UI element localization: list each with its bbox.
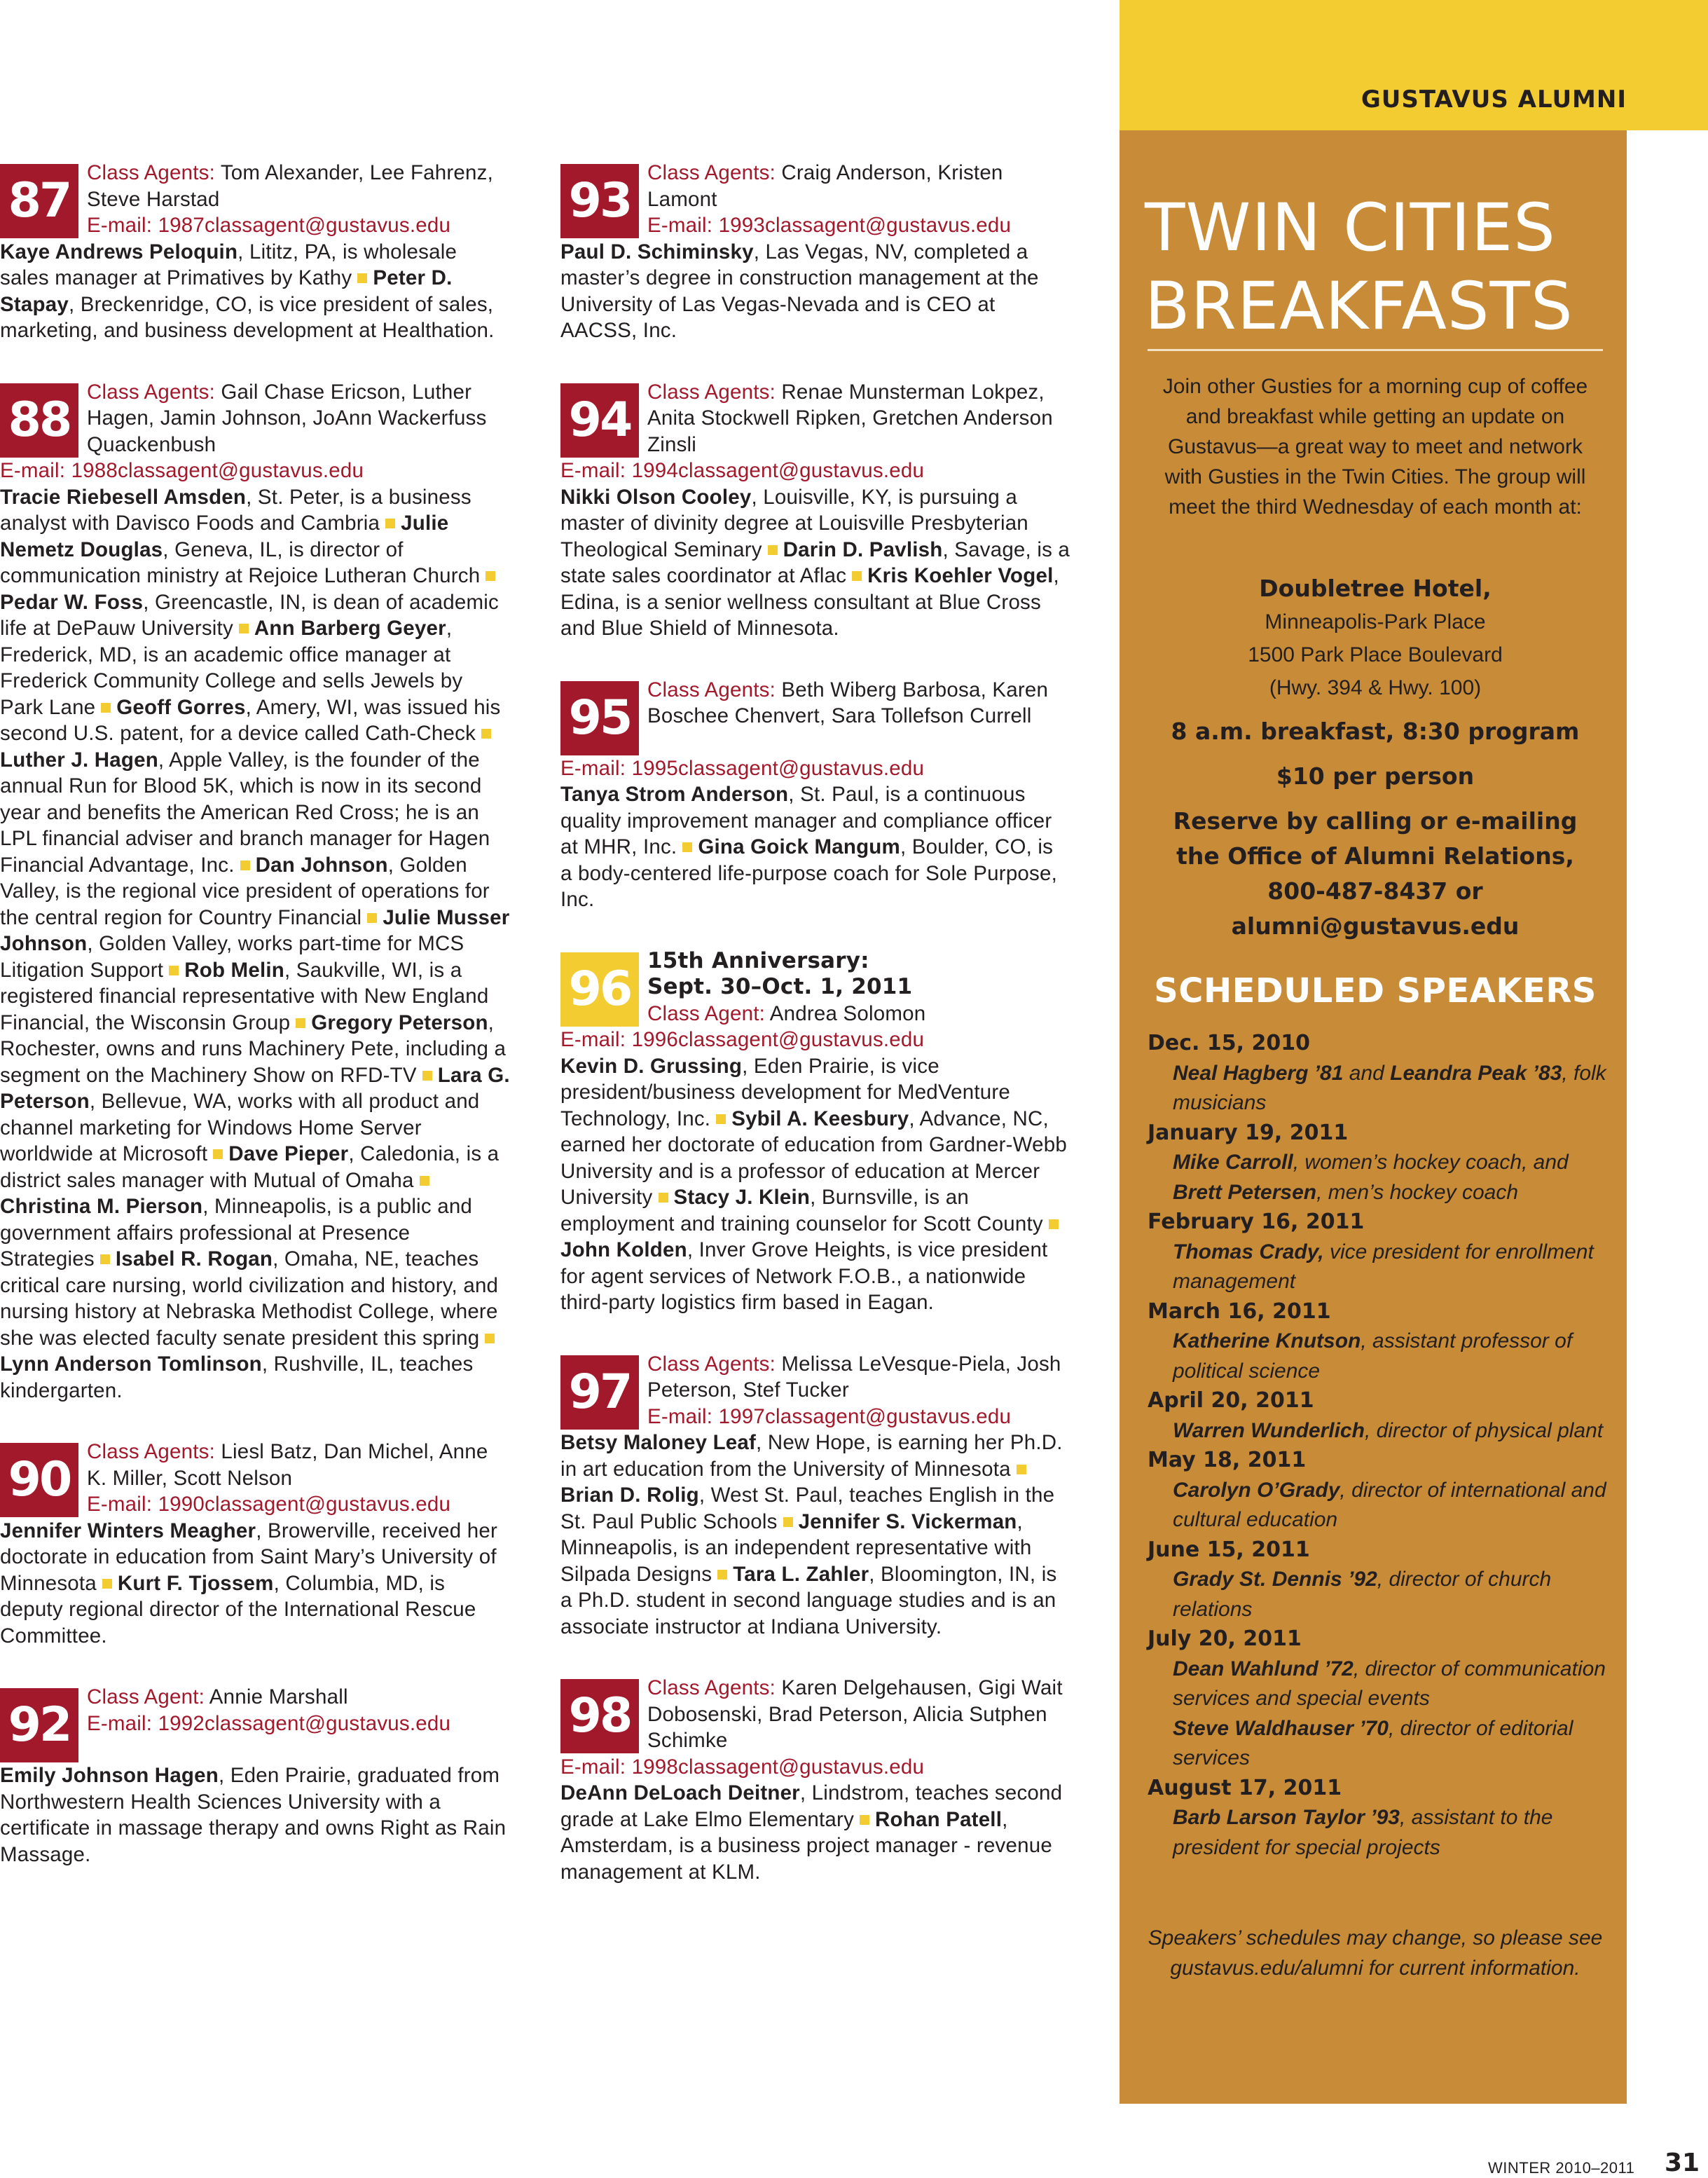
class-agent-email[interactable]: E-mail: 1990classagent@gustavus.edu bbox=[87, 1493, 451, 1516]
note-text: , Inver Grove Heights, is vice president for agent services of Network F.O.B., a nationwide third-party logistics firm based in Eagan. bbox=[560, 1238, 1048, 1314]
speaker-name: Warren Wunderlich bbox=[1173, 1418, 1365, 1442]
note-text: , Columbia, MD, is deputy regional director of the International Rescue Committee. bbox=[0, 1571, 476, 1648]
note-text: , Savage, is a state sales coordinator at Aflac bbox=[560, 537, 1070, 587]
class-header bbox=[560, 948, 1070, 1027]
speaker-entry bbox=[1148, 1327, 1610, 1386]
speaker-date: April 20, 2011 bbox=[1148, 1388, 1314, 1413]
reserve-line: the Office of Alumni Relations, bbox=[1176, 842, 1574, 870]
class-agents-label: Class Agents: bbox=[87, 1440, 215, 1463]
class-header bbox=[0, 160, 510, 239]
class-year-badge: 92 bbox=[0, 1688, 78, 1762]
speaker-role: vice president for enrollment management bbox=[1173, 1240, 1594, 1293]
separator-square bbox=[101, 703, 111, 713]
separator-square bbox=[239, 624, 249, 633]
alumnus-name: Dan Johnson bbox=[255, 853, 388, 877]
speaker-entry bbox=[1148, 1476, 1610, 1535]
speaker-name: Steve Waldhauser ’70 bbox=[1173, 1716, 1389, 1740]
class-year-badge: 98 bbox=[560, 1679, 639, 1753]
note-text: , Bloomington, IN, is a Ph.D. student in second language studies and is an associate instructor at Indiana University. bbox=[560, 1562, 1057, 1638]
separator-square bbox=[860, 1815, 869, 1825]
note-text: , Lititz, PA, is wholesale sales manager at Primatives by Kathy bbox=[0, 240, 457, 289]
speaker-name: Grady St. Dennis ’92 bbox=[1173, 1568, 1377, 1591]
class-agents bbox=[87, 160, 510, 212]
speaker-name: Barb Larson Taylor ’93 bbox=[1173, 1806, 1400, 1829]
alumnus-name: Lynn Anderson Tomlinson bbox=[0, 1352, 262, 1376]
class-header-lines bbox=[647, 160, 1070, 239]
class-agent-email[interactable]: E-mail: 1994classagent@gustavus.edu bbox=[560, 459, 925, 482]
class-header-lines bbox=[647, 379, 1070, 458]
note-text: , Golden Valley, is the regional vice president of operations for the central region for Country Financial bbox=[0, 853, 490, 929]
alumnus-name: Christina M. Pierson bbox=[0, 1195, 203, 1218]
reserve-phone: 800-487-8437 or bbox=[1267, 877, 1483, 905]
class-header bbox=[0, 1439, 510, 1518]
speaker-entry bbox=[1148, 1714, 1610, 1774]
class-agents-label: Class Agents: bbox=[647, 161, 776, 184]
class-header bbox=[560, 1675, 1070, 1754]
class-entry-98 bbox=[560, 1675, 1070, 1885]
alumnus-name: Kaye Andrews Peloquin bbox=[0, 240, 238, 263]
class-note-text bbox=[0, 239, 510, 344]
note-text: , Las Vegas, NV, completed a master’s degree in construction management at the University of Las Vegas-Nevada and is CEO at AACSS, Inc. bbox=[560, 240, 1039, 342]
separator-square bbox=[768, 545, 778, 555]
event-price: $10 per person bbox=[1276, 762, 1475, 790]
speaker-role: , assistant professor of political science bbox=[1173, 1329, 1573, 1383]
separator-square bbox=[240, 861, 250, 870]
separator-square bbox=[485, 1334, 495, 1343]
note-text: , Lindstrom, teaches second grade at Lake Elmo Elementary bbox=[560, 1781, 1063, 1831]
note-text: , Geneva, IL, is director of communication ministry at Rejoice Lutheran Church bbox=[0, 537, 481, 587]
note-text: , Burnsville, is an employment and training counselor for Scott County bbox=[560, 1186, 1043, 1235]
class-agents-names: Andrea Solomon bbox=[765, 1001, 926, 1025]
class-agents-label: Class Agents: bbox=[87, 161, 215, 184]
class-entry-87 bbox=[0, 160, 510, 344]
class-agent-email[interactable]: E-mail: 1987classagent@gustavus.edu bbox=[87, 214, 451, 237]
note-text: , Edina, is a senior wellness consultant at Blue Cross and Blue Shield of Minnesota. bbox=[560, 564, 1059, 640]
alumnus-name: Luther J. Hagen bbox=[0, 748, 158, 772]
speaker-entry bbox=[1148, 1655, 1610, 1714]
note-text: , Boulder, CO, is a body-centered life-purpose coach for Sole Purpose, Inc. bbox=[560, 835, 1057, 911]
alumnus-name: Rohan Patell bbox=[875, 1807, 1003, 1831]
alumnus-name: Julie Musser Johnson bbox=[0, 905, 510, 955]
alumnus-name: Betsy Maloney Leaf bbox=[560, 1431, 757, 1454]
alumnus-name: Tracie Riebesell Amsden bbox=[0, 485, 247, 509]
note-text: , St. Paul, is a continuous quality improvement manager and compliance officer at MHR, Inc. bbox=[560, 783, 1052, 858]
class-entry-96 bbox=[560, 948, 1070, 1316]
anniversary-dates: Sept. 30–Oct. 1, 2011 bbox=[647, 974, 913, 999]
speaker-name: Leandra Peak ’83 bbox=[1390, 1061, 1562, 1085]
class-header-lines bbox=[647, 1675, 1070, 1754]
reserve-line: Reserve by calling or e-mailing bbox=[1173, 807, 1578, 835]
separator-square bbox=[102, 1579, 112, 1589]
class-agent-email[interactable]: E-mail: 1993classagent@gustavus.edu bbox=[647, 214, 1012, 237]
alumnus-name: Isabel R. Rogan bbox=[115, 1247, 273, 1270]
alumnus-name: Darin D. Pavlish bbox=[783, 537, 943, 561]
note-text: , Minneapolis, is an independent representative with Silpada Designs bbox=[560, 1509, 1032, 1586]
page-number: 31 bbox=[1665, 2149, 1700, 2177]
note-text: , Advance, NC, earned her doctorate of education from Gardner-Webb University and is a professor of education at Mercer University bbox=[560, 1107, 1067, 1209]
speaker-connector: and bbox=[1343, 1061, 1391, 1085]
speaker-name: Mike Carroll bbox=[1173, 1151, 1293, 1174]
alumnus-name: Paul D. Schiminsky bbox=[560, 240, 754, 263]
speaker-date: June 15, 2011 bbox=[1148, 1537, 1310, 1562]
event-schedule: 8 a.m. breakfast, 8:30 program bbox=[1171, 718, 1580, 745]
separator-square bbox=[485, 571, 495, 581]
speaker-role: , men’s hockey coach bbox=[1316, 1180, 1519, 1204]
class-agents-label: Class Agents: bbox=[647, 1676, 776, 1699]
class-agents bbox=[647, 160, 1070, 212]
alumnus-name: John Kolden bbox=[560, 1238, 687, 1261]
note-text: , Golden Valley, works part-time for MCS Litigation Support bbox=[0, 932, 464, 982]
class-agents-label: Class Agents: bbox=[647, 380, 776, 404]
class-header-lines bbox=[647, 677, 1070, 730]
speaker-role: , director of physical plant bbox=[1364, 1418, 1604, 1442]
class-agents-label: Class Agents: bbox=[647, 678, 776, 701]
speaker-date: January 19, 2011 bbox=[1148, 1120, 1349, 1145]
class-agents-names: Gail Chase Ericson, Luther Hagen, Jamin Johnson, JoAnn Wackerfuss Quackenbush bbox=[87, 380, 487, 456]
class-agent-email[interactable]: E-mail: 1998classagent@gustavus.edu bbox=[560, 1755, 925, 1779]
class-year-badge: 95 bbox=[560, 681, 639, 755]
note-text: , Rushville, IL, teaches kindergarten. bbox=[0, 1352, 474, 1402]
alumnus-name: Emily Johnson Hagen bbox=[0, 1764, 219, 1787]
class-agents bbox=[87, 379, 510, 458]
class-agents-label: Class Agents: bbox=[647, 1352, 776, 1376]
class-agents-names: Beth Wiberg Barbosa, Karen Boschee Chenvert, Sara Tollefson Currell bbox=[647, 678, 1049, 727]
separator-square bbox=[783, 1517, 793, 1527]
class-agents-names: Renae Munsterman Lokpez, Anita Stockwell Ripken, Gretchen Anderson Zinsli bbox=[647, 380, 1053, 456]
class-year-badge: 88 bbox=[0, 383, 78, 458]
speaker-date: August 17, 2011 bbox=[1148, 1775, 1342, 1800]
speaker-date: February 16, 2011 bbox=[1148, 1210, 1365, 1234]
speaker-entry bbox=[1148, 1178, 1610, 1208]
class-agents bbox=[647, 1001, 1070, 1027]
class-header-lines bbox=[87, 1684, 510, 1737]
venue-name: Doubletree Hotel, bbox=[1259, 575, 1492, 602]
class-header-lines bbox=[87, 379, 510, 458]
speaker-name: Katherine Knutson bbox=[1173, 1329, 1361, 1352]
class-year-badge: 96 bbox=[560, 952, 639, 1027]
class-agents bbox=[87, 1684, 510, 1711]
alumnus-name: Stacy J. Klein bbox=[673, 1186, 811, 1209]
note-text: , Minneapolis, is a public and government affairs professional at Presence Strategies bbox=[0, 1195, 473, 1270]
alumnus-name: Rob Melin bbox=[184, 958, 284, 982]
note-text: , Frederick, MD, is an academic office manager at Frederick Community College and sells Jewels by Park Lane bbox=[0, 617, 463, 719]
sidebar-intro: Join other Gusties for a morning cup of coffee and breakfast while getting an update on Gustavus—a great way to meet and network with Gusties in the Twin Cities. The group will meet the third Wednesday of each month at: bbox=[1162, 375, 1588, 519]
class-agent-email[interactable]: E-mail: 1996classagent@gustavus.edu bbox=[560, 1028, 925, 1051]
note-text: , Amery, WI, was issued his second U.S. patent, for a device called Cath-Check bbox=[0, 695, 501, 745]
alumnus-name: Kevin D. Grussing bbox=[560, 1054, 743, 1078]
alumnus-name: Nikki Olson Cooley bbox=[560, 485, 752, 509]
class-note-text bbox=[0, 1762, 510, 1868]
section-label: GUSTAVUS ALUMNI bbox=[1361, 85, 1627, 114]
class-header bbox=[560, 677, 1070, 755]
separator-square bbox=[716, 1114, 726, 1124]
separator-square bbox=[100, 1254, 110, 1264]
class-entry-92 bbox=[0, 1684, 510, 1868]
twin-cities-breakfasts-panel bbox=[1120, 130, 1627, 2104]
alumnus-name: Tanya Strom Anderson bbox=[560, 783, 789, 806]
class-header bbox=[560, 160, 1070, 239]
speaker-date: Dec. 15, 2010 bbox=[1148, 1031, 1310, 1055]
issue-label: WINTER 2010–2011 bbox=[1488, 2159, 1635, 2177]
note-text: , Apple Valley, is the founder of the annual Run for Blood 5K, which is now in its second year and benefits the American Red Cross; he is an LPL financial adviser and branch manager for Hagen Financial Advantage, Inc. bbox=[0, 748, 490, 877]
alumnus-name: Kurt F. Tjossem bbox=[117, 1571, 274, 1595]
class-note-text bbox=[560, 484, 1070, 642]
alumnus-name: Jennifer Winters Meagher bbox=[0, 1519, 256, 1542]
separator-square bbox=[1017, 1465, 1026, 1474]
note-text: , Amsterdam, is a business project manager - revenue management at KLM. bbox=[560, 1807, 1052, 1884]
speakers-note: Speakers’ schedules may change, so please see gustavus.edu/alumni for current information. bbox=[1148, 1926, 1603, 1980]
class-header-lines bbox=[87, 160, 510, 239]
class-header-lines bbox=[647, 1351, 1070, 1430]
speaker-role: , director of international and cultural education bbox=[1173, 1478, 1606, 1531]
speaker-entry bbox=[1148, 1148, 1610, 1178]
alumnus-name: Ann Barberg Geyer bbox=[254, 617, 446, 640]
class-agent-email[interactable]: E-mail: 1995classagent@gustavus.edu bbox=[560, 756, 925, 780]
class-agent-email[interactable]: E-mail: 1997classagent@gustavus.edu bbox=[647, 1404, 1012, 1428]
class-year-badge: 93 bbox=[560, 164, 639, 238]
class-note-text bbox=[560, 1053, 1070, 1316]
venue-address: 1500 Park Place Boulevard bbox=[1248, 643, 1503, 666]
speaker-name: Brett Petersen bbox=[1173, 1180, 1317, 1204]
note-text: , Louisville, KY, is pursuing a master of divinity degree at Louisville Presbyterian Theological Seminary bbox=[560, 485, 1028, 561]
speaker-date: May 18, 2011 bbox=[1148, 1448, 1307, 1472]
class-year-badge: 90 bbox=[0, 1443, 78, 1517]
speaker-entry bbox=[1148, 1238, 1610, 1297]
speaker-name: Carolyn O’Grady bbox=[1173, 1478, 1340, 1502]
alumnus-name: Sybil A. Keesbury bbox=[731, 1107, 909, 1130]
alumnus-name: Dave Pieper bbox=[228, 1142, 349, 1165]
alumnus-name: Pedar W. Foss bbox=[0, 590, 144, 614]
class-agents-names: Craig Anderson, Kristen Lamont bbox=[647, 161, 1003, 211]
separator-square bbox=[367, 913, 377, 923]
alumnus-name: Gregory Peterson bbox=[311, 1011, 488, 1034]
speaker-name: Dean Wahlund ’72 bbox=[1173, 1657, 1354, 1680]
class-note-text bbox=[560, 239, 1070, 344]
alumnus-name: Gina Goick Mangum bbox=[698, 835, 900, 858]
class-agents-names: Annie Marshall bbox=[205, 1685, 348, 1708]
class-agents-label: Class Agent: bbox=[647, 1001, 766, 1025]
separator-square bbox=[682, 842, 692, 852]
note-text: , Rochester, owns and runs Machinery Pete, including a segment on the Machinery Show on RFD-TV bbox=[0, 1011, 507, 1087]
sidebar-title-line2: BREAKFASTS bbox=[1145, 268, 1573, 345]
class-agents bbox=[87, 1439, 510, 1491]
alumnus-name: Julie Nemetz Douglas bbox=[0, 512, 449, 561]
alumnus-name: DeAnn DeLoach Deitner bbox=[560, 1781, 800, 1804]
speaker-date: March 16, 2011 bbox=[1148, 1299, 1331, 1324]
class-header bbox=[0, 1684, 510, 1762]
sidebar-title-line1: TWIN CITIES bbox=[1145, 190, 1556, 266]
alumnus-name: Geoff Gorres bbox=[116, 695, 246, 719]
speakers-list bbox=[1148, 1029, 1610, 1863]
speaker-name: Neal Hagberg ’81 bbox=[1173, 1061, 1344, 1085]
separator-square bbox=[422, 1071, 432, 1081]
class-note-text bbox=[560, 1780, 1070, 1885]
class-entry-93 bbox=[560, 160, 1070, 344]
class-agent-email[interactable]: E-mail: 1988classagent@gustavus.edu bbox=[0, 459, 364, 482]
class-entry-97 bbox=[560, 1351, 1070, 1641]
sidebar-title bbox=[1145, 189, 1607, 346]
class-agents-names: Karen Delgehausen, Gigi Wait Dobosenski, Brad Peterson, Alicia Sutphen Schimke bbox=[647, 1676, 1063, 1752]
note-text: , West St. Paul, teaches English in the St. Paul Public Schools bbox=[560, 1484, 1055, 1533]
class-note-text bbox=[0, 1518, 510, 1650]
speaker-role: , director of editorial services bbox=[1173, 1716, 1573, 1769]
alumnus-name: Jennifer S. Vickerman bbox=[798, 1509, 1017, 1533]
speaker-role: , director of church relations bbox=[1173, 1568, 1552, 1621]
speaker-name: Thomas Crady, bbox=[1173, 1240, 1324, 1263]
class-agents bbox=[647, 1675, 1070, 1754]
note-text: , Saukville, WI, is a registered financial representative with New England Financial, the Wisconsin Group bbox=[0, 958, 489, 1034]
speaker-role: , folk musicians bbox=[1173, 1061, 1606, 1114]
separator-square bbox=[659, 1193, 668, 1203]
speaker-entry bbox=[1148, 1565, 1610, 1624]
class-entry-95 bbox=[560, 677, 1070, 913]
speaker-date: July 20, 2011 bbox=[1148, 1626, 1302, 1651]
separator-square bbox=[385, 519, 395, 528]
separator-square bbox=[296, 1018, 305, 1028]
separator-square bbox=[213, 1149, 223, 1159]
speaker-role: , women’s hockey coach, and bbox=[1293, 1151, 1569, 1174]
note-text: , Bellevue, WA, works with all product and channel marketing for Windows Home Server worldwide at Microsoft bbox=[0, 1090, 480, 1165]
venue-line: Minneapolis-Park Place bbox=[1265, 610, 1486, 633]
class-agents bbox=[647, 677, 1070, 730]
class-agents-label: Class Agent: bbox=[87, 1685, 205, 1708]
class-year-badge: 87 bbox=[0, 164, 78, 238]
alumnus-name: Tara L. Zahler bbox=[733, 1562, 869, 1586]
title-divider bbox=[1148, 349, 1603, 351]
speaker-role: , assistant to the president for special projects bbox=[1173, 1806, 1553, 1859]
class-header-lines bbox=[647, 948, 1070, 1027]
alumnus-name: Kris Koehler Vogel bbox=[867, 564, 1054, 587]
class-header-lines bbox=[87, 1439, 510, 1518]
note-text: , Greencastle, IN, is dean of academic life at DePauw University bbox=[0, 590, 499, 640]
separator-square bbox=[357, 273, 367, 283]
class-notes-column-right bbox=[560, 160, 1070, 1920]
separator-square bbox=[717, 1570, 727, 1580]
class-header bbox=[560, 379, 1070, 458]
separator-square bbox=[852, 571, 862, 581]
separator-square bbox=[420, 1176, 429, 1186]
note-text: , Caledonia, is a district sales manager with Mutual of Omaha bbox=[0, 1142, 500, 1192]
class-entry-94 bbox=[560, 379, 1070, 642]
class-entry-88 bbox=[0, 379, 510, 1404]
class-agent-email[interactable]: E-mail: 1992classagent@gustavus.edu bbox=[87, 1711, 451, 1735]
class-note-text bbox=[0, 484, 510, 1404]
class-note-text bbox=[560, 781, 1070, 913]
class-year-badge: 94 bbox=[560, 383, 639, 458]
note-text: , St. Peter, is a business analyst with Davisco Foods and Cambria bbox=[0, 485, 471, 535]
class-agents-names: Melissa LeVesque-Piela, Josh Peterson, Stef Tucker bbox=[647, 1352, 1061, 1402]
note-text: , Browerville, received her doctorate in education from Saint Mary’s University of Minnesota bbox=[0, 1519, 497, 1595]
reserve-email: alumni@gustavus.edu bbox=[1231, 912, 1520, 940]
class-agents bbox=[647, 379, 1070, 458]
venue-block bbox=[1148, 572, 1603, 944]
reserve-info bbox=[1148, 804, 1603, 944]
speaker-entry bbox=[1148, 1416, 1610, 1446]
note-text: , Omaha, NE, teaches critical care nursing, world civilization and history, and nursing history at Nebraska Methodist College, where she was elected faculty senate president this spring bbox=[0, 1247, 499, 1350]
venue-directions: (Hwy. 394 & Hwy. 100) bbox=[1269, 676, 1482, 699]
separator-square bbox=[481, 729, 491, 739]
speaker-entry bbox=[1148, 1803, 1610, 1863]
note-text: , Breckenridge, CO, is vice president of sales, marketing, and business development at Healthation. bbox=[0, 292, 495, 342]
separator-square bbox=[169, 966, 179, 975]
speakers-heading: SCHEDULED SPEAKERS bbox=[1154, 971, 1597, 1011]
alumnus-name: Lara G. Peterson bbox=[0, 1063, 510, 1113]
anniversary-title: 15th Anniversary: bbox=[647, 947, 869, 973]
alumnus-name: Brian D. Rolig bbox=[560, 1484, 699, 1507]
note-text: , Eden Prairie, is vice president/business development for MedVenture Technology, Inc. bbox=[560, 1054, 1010, 1130]
speaker-entry bbox=[1148, 1059, 1610, 1118]
alumnus-name: Peter D. Stapay bbox=[0, 266, 453, 316]
speaker-role: , director of communication services and special events bbox=[1173, 1657, 1606, 1710]
class-agents-names: Liesl Batz, Dan Michel, Anne K. Miller, Scott Nelson bbox=[87, 1440, 488, 1490]
class-notes-column-left bbox=[0, 160, 510, 1903]
note-text: , Eden Prairie, graduated from Northwestern Health Sciences University with a certificate in massage therapy and owns Right as Rain Massage. bbox=[0, 1764, 507, 1866]
class-entry-90 bbox=[0, 1439, 510, 1649]
class-note-text bbox=[560, 1430, 1070, 1640]
class-year-badge: 97 bbox=[560, 1355, 639, 1430]
class-agents-names: Tom Alexander, Lee Fahrenz, Steve Harstad bbox=[87, 161, 493, 211]
separator-square bbox=[1049, 1219, 1059, 1229]
class-header bbox=[0, 379, 510, 458]
class-header bbox=[560, 1351, 1070, 1430]
note-text: , New Hope, is earning her Ph.D. in art education from the University of Minnesota bbox=[560, 1431, 1063, 1481]
class-agents bbox=[647, 1351, 1070, 1404]
class-agents-label: Class Agents: bbox=[87, 380, 215, 404]
